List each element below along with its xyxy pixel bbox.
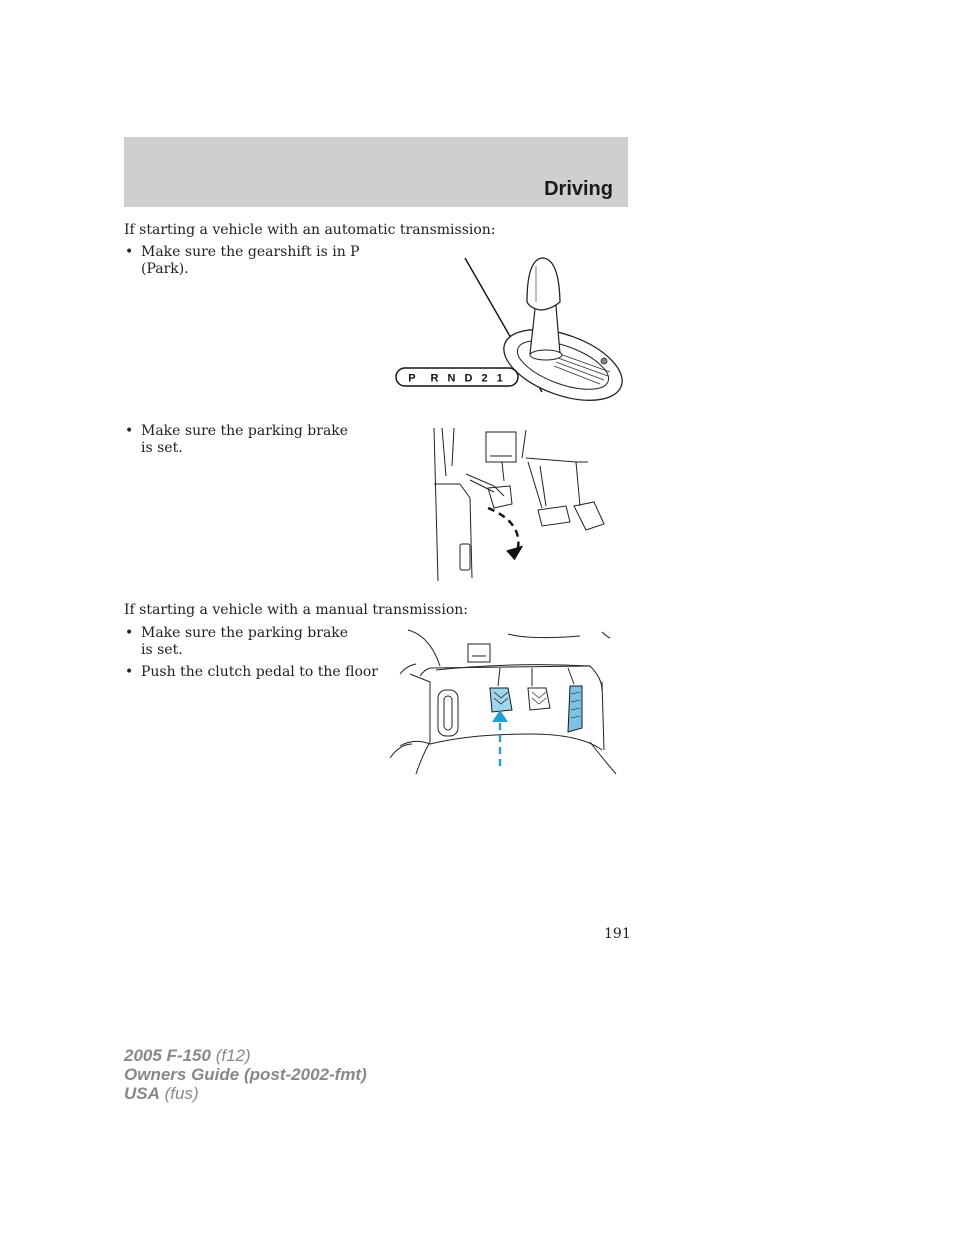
footer-market: USA — [124, 1084, 160, 1103]
bullet-gearshift-park — [124, 244, 364, 278]
page-number: 191 — [604, 926, 631, 942]
bullet-clutch-pedal — [124, 664, 384, 681]
section-header-bar — [124, 137, 628, 207]
footer-market-code: (fus) — [164, 1084, 199, 1103]
bullet-parking-brake-manual — [124, 625, 364, 659]
footer-model-code: (f12) — [215, 1046, 251, 1065]
footer-document-id — [124, 1046, 367, 1103]
clutch-pedal-highlight — [490, 688, 512, 712]
bullet-text: Make sure the parking brake is set. — [141, 423, 349, 456]
section-title: Driving — [544, 178, 613, 200]
footer-model: 2005 F-150 — [124, 1046, 211, 1065]
bullet-text: Push the clutch pedal to the floor — [141, 664, 378, 680]
automatic-intro: If starting a vehicle with an automatic transmission: — [124, 222, 496, 238]
clutch-pedal-illustration — [390, 626, 626, 774]
bullet-text: Make sure the parking brake is set. — [141, 625, 349, 658]
bullet-dot: • — [125, 625, 134, 641]
gearshift-illustration — [390, 252, 630, 402]
bullet-text: Make sure the gearshift is in P (Park). — [141, 244, 360, 277]
footer-guide: Owners Guide (post-2002-fmt) — [124, 1065, 367, 1084]
parking-brake-illustration — [430, 426, 610, 586]
bullet-dot: • — [125, 244, 134, 260]
bullet-parking-brake-auto — [124, 423, 364, 457]
bullet-dot: • — [125, 664, 134, 680]
bullet-dot: • — [125, 423, 134, 439]
gear-indicator-label: P R N D 2 1 — [408, 372, 506, 385]
manual-intro: If starting a vehicle with a manual transmission: — [124, 602, 468, 618]
